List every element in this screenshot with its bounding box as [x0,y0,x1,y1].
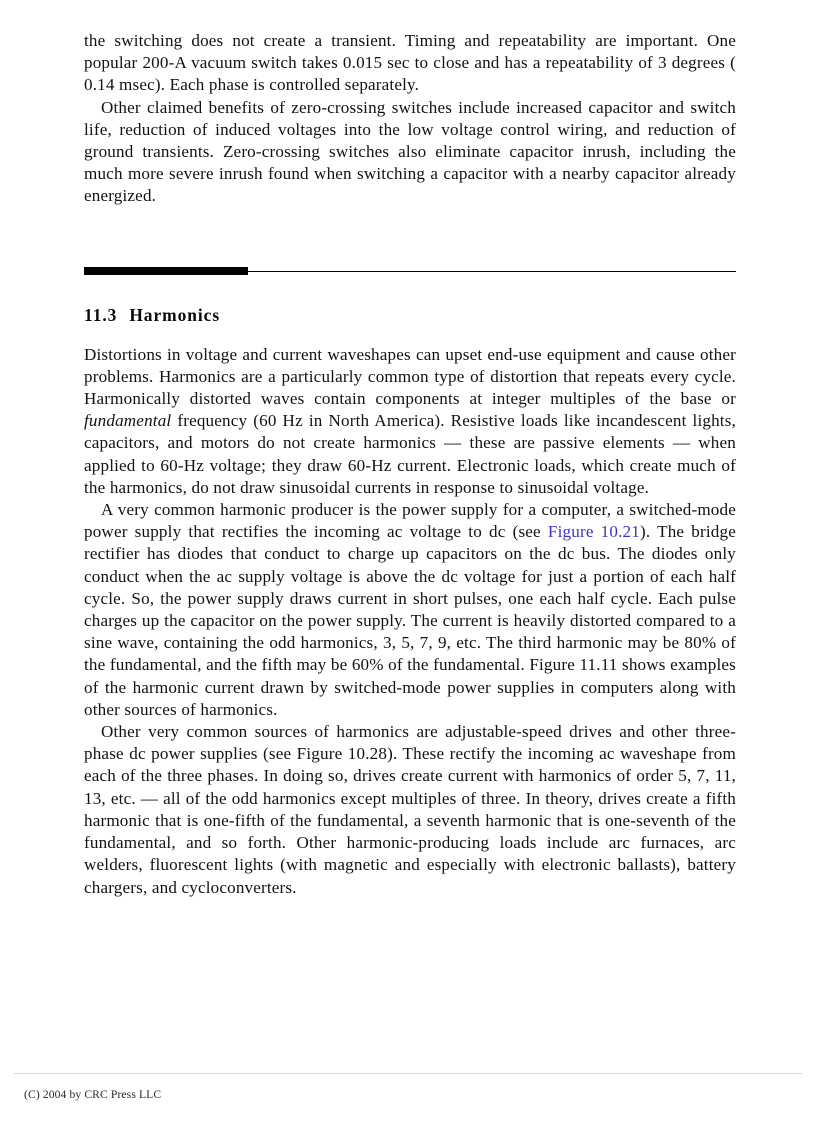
paragraph-harmonic-producer [84,499,736,721]
paragraph-zero-crossing-benefits: Other claimed benefits of zero-crossing switches include increased capacitor and switch life, reduction of induced voltages into the low voltage control wiring, and reduction of ground transients. Zero-crossing switches also eliminate capacitor inrush, including the much more severe inrush found when switching a capacitor with a nearby capacitor already energized. [84,97,736,206]
section-divider [84,265,736,279]
figure-10-21-link[interactable]: Figure 10.21 [547,522,640,542]
section-number: 11.3 [84,304,118,325]
section-divider-thick-bar [84,267,248,275]
paragraph-other-sources: Other very common sources of harmonics are adjustable-speed drives and other three-phase dc power supplies (see Figure 10.28). These rectify the incoming ac waveshape from each of the three phases. In doing so, drives create current with harmonics of order 5, 7, 11, 13, etc. — all of the odd harmonics except multiples of three. In theory, drives create a fifth harmonic that is one-fifth of the fundamental, a seventh harmonic that is one-seventh of the fundamental, and so forth. Other harmonic-producing loads include arc furnaces, arc welders, fluorescent lights (with magnetic and especially with electronic ballasts), battery chargers, and cycloconverters. [84,722,736,897]
paragraph-continued-from-previous-page: the switching does not create a transient. Timing and repeatability are important. One popular 200-A vacuum switch takes 0.015 sec to close and has a repeatability of 3 degrees ( 0.14 msec). Each phase is controlled separately. [84,31,736,95]
paragraph-distortions-part-b: frequency (60 Hz in North America). Resistive loads like incandescent lights, capacitors, and motors do not create harmonics — these are passive elements — when applied to 60-Hz voltage; they draw 60-Hz current. Electronic loads, which create much of the harmonics, do not draw sinusoidal currents in response to sinusoidal voltage. [84,411,736,497]
paragraph-harmonic-producer-part-b: ). The bridge rectifier has diodes that conduct to charge up capacitors on the dc bus. The diodes only conduct when the ac supply voltage is above the dc voltage for just a portion of each half cycle. So, the power supply draws current in short pulses, one each half cycle. Each pulse charges up the capacitor on the power supply. The current is heavily distorted compared to a sine wave, containing the odd harmonics, 3, 5, 7, 9, etc. The third harmonic may be 80% of the fundamental, and the fifth may be 60% of the fundamental. Figure 11.11 shows examples of the harmonic current drawn by switched-mode power supplies in computers along with other sources of harmonics. [84,522,736,719]
text-column [84,30,736,899]
section-heading [84,305,736,326]
footer-copyright: (C) 2004 by CRC Press LLC [24,1088,162,1101]
paragraph-distortions-part-a: Distortions in voltage and current waveshapes can upset end-use equipment and cause other problems. Harmonics are a particularly common type of distortion that repeats every cycle. Harmonically distorted waves contain components at integer multiples of the base or [84,344,736,409]
paragraph-harmonic-producer-part-a: A very common harmonic producer is the power supply for a computer, a switched-mode power supply that rectifies the incoming ac voltage to dc (see [84,500,736,542]
emphasis-fundamental: fundamental [84,411,172,431]
paragraph-distortions-intro [84,344,736,499]
footer-divider [14,1073,802,1074]
section-title: Harmonics [129,304,221,325]
